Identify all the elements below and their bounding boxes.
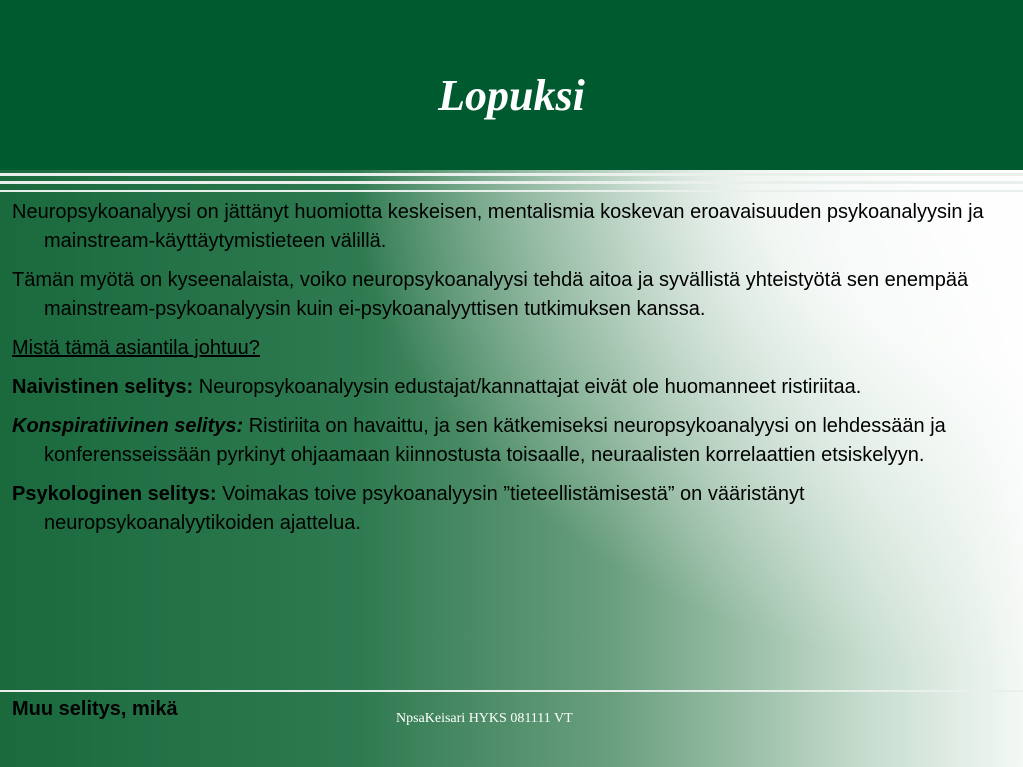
question-link[interactable]: Mistä tämä asiantila johtuu? xyxy=(12,337,260,359)
slide-title: Lopuksi xyxy=(438,70,585,120)
naive-text: Neuropsykoanalyysin edustajat/kannattajat eivät ole huomanneet ristiriitaa. xyxy=(193,376,862,398)
divider-line xyxy=(0,190,1023,192)
divider-line xyxy=(0,690,1023,692)
paragraph-conspiracy xyxy=(12,412,1012,470)
conspiracy-label: Konspiratiivinen selitys: xyxy=(12,415,244,437)
slide-body xyxy=(12,198,1012,548)
conspiracy-text: Ristiriita on havaittu, ja sen kätkemiseksi neuropsykoanalyysi on lehdessään ja konferensseissään pyrkinyt ohjaamaan kiinnostusta toisaalle, neuraalisten korrelaattien etsiskelyyn. xyxy=(44,415,946,466)
naive-label: Naivistinen selitys: xyxy=(12,376,194,398)
divider-line xyxy=(0,173,1023,176)
divider-line xyxy=(0,181,1023,184)
paragraph-other: Muu selitys, mikä xyxy=(12,698,178,720)
title-bar xyxy=(0,0,1023,170)
paragraph-psychological xyxy=(12,480,1012,538)
psychological-label: Psykologinen selitys: xyxy=(12,483,217,505)
paragraph-1: Neuropsykoanalyysi on jättänyt huomiotta keskeisen, mentalismia koskevan eroavaisuuden psykoanalyysin ja mainstream-käyttäytymistieteen välillä. xyxy=(12,201,984,252)
paragraph-2: Tämän myötä on kyseenalaista, voiko neuropsykoanalyysi tehdä aitoa ja syvällistä yhteistyötä sen enempää mainstream-psykoanalyysin kuin ei-psykoanalyyttisen tutkimuksen kanssa. xyxy=(12,269,969,320)
footer-text: NpsaKeisari HYKS 081111 VT xyxy=(396,711,573,726)
psychological-text: Voimakas toive psykoanalyysin ”tieteellistämisestä” on vääristänyt neuropsykoanalyytikoiden ajattelua. xyxy=(44,483,805,534)
paragraph-naive xyxy=(12,373,1012,402)
